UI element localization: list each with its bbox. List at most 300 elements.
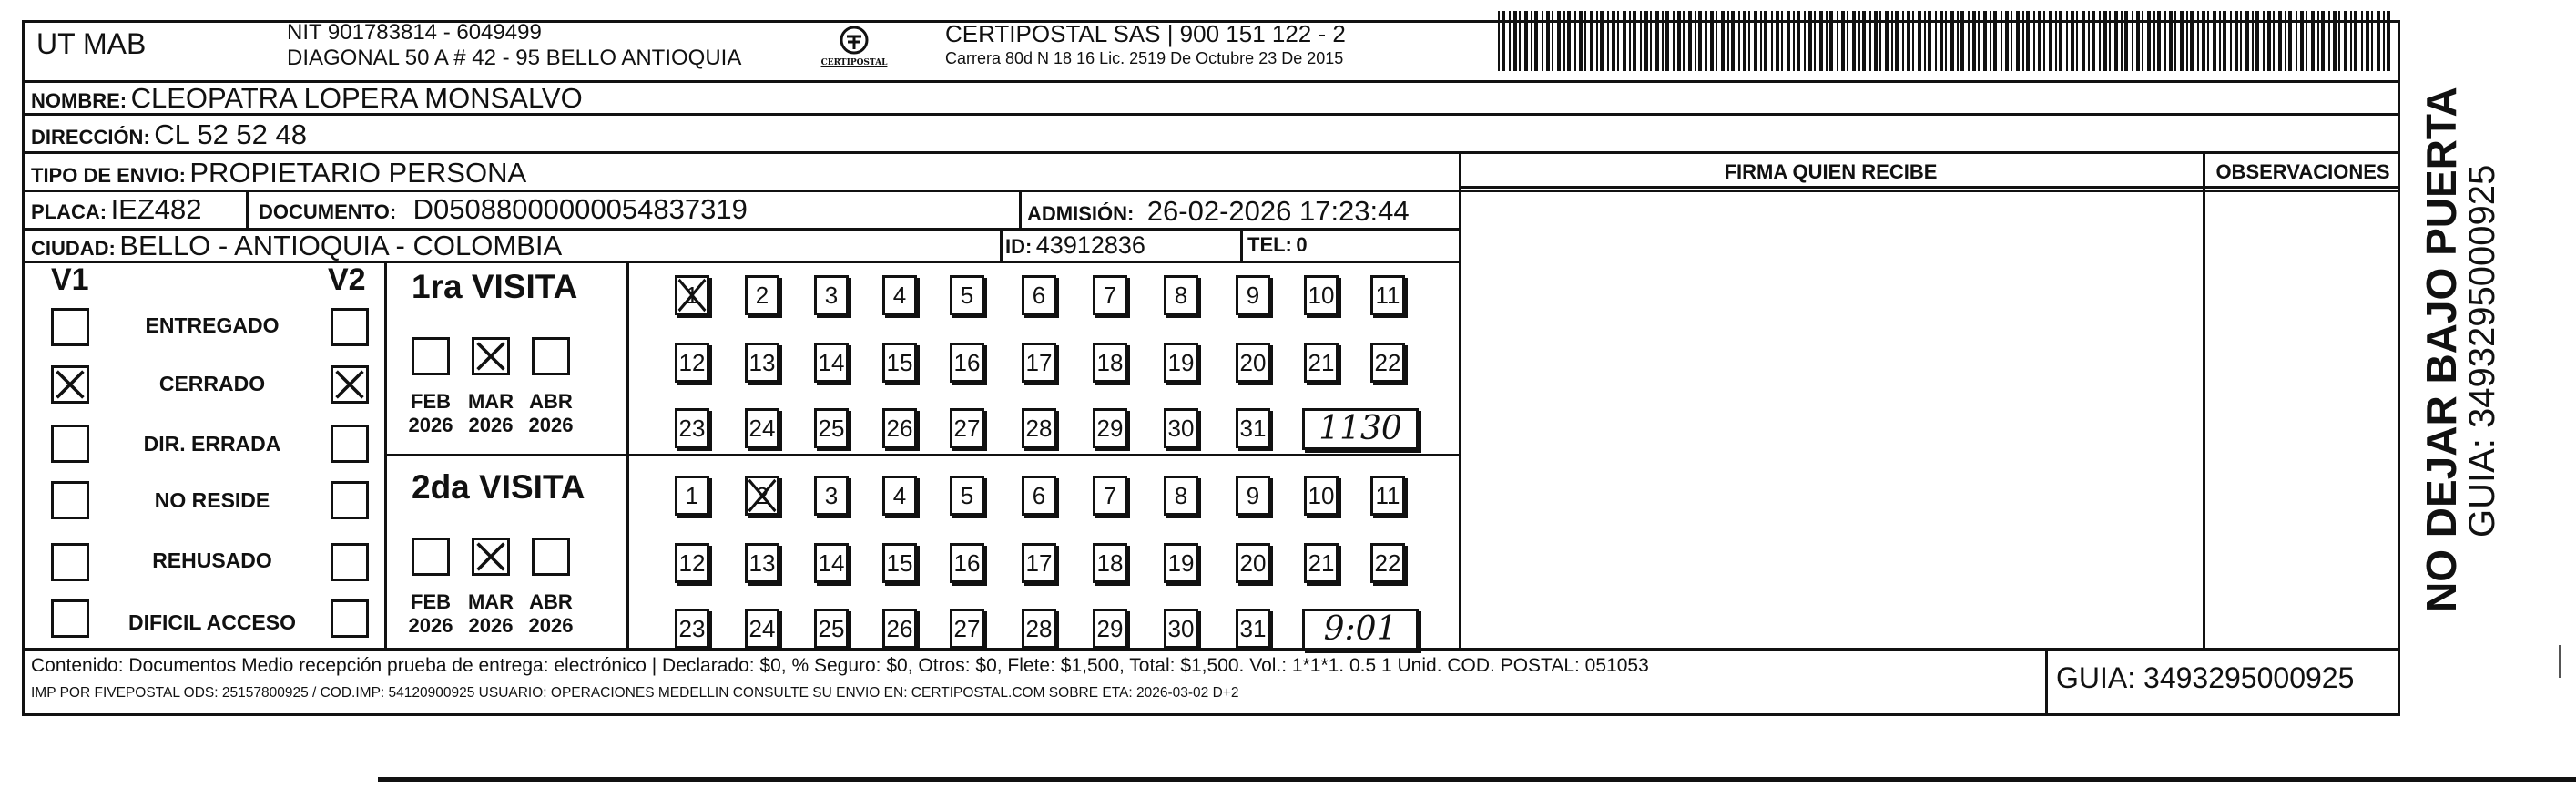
visit-month-label xyxy=(463,590,518,638)
barcode-bar xyxy=(1727,11,1729,71)
handwritten-time-box[interactable] xyxy=(1302,609,1419,651)
barcode-bar xyxy=(2147,11,2151,71)
barcode-bar xyxy=(2190,11,2194,71)
tel-value: 0 xyxy=(1296,233,1308,256)
barcode-bar xyxy=(1623,11,1626,71)
barcode-bar xyxy=(2240,11,2242,71)
barcode-bar xyxy=(1662,11,1664,71)
barcode-bar xyxy=(1797,11,1800,71)
visit-day-box[interactable] xyxy=(1093,476,1127,516)
visit-month-checkbox[interactable] xyxy=(412,538,450,576)
month-year: 2026 xyxy=(408,414,453,436)
rule-direccion xyxy=(22,151,2400,154)
day-number: 1 xyxy=(685,282,699,309)
barcode-bar xyxy=(1968,11,1970,71)
day-number: 28 xyxy=(1025,415,1053,442)
barcode-bar xyxy=(1993,11,1997,71)
visit-day-box[interactable] xyxy=(1164,609,1198,649)
barcode-bar xyxy=(1695,11,1696,71)
direccion-row xyxy=(31,118,307,151)
rule-obs-left xyxy=(2203,151,2205,648)
visit-day-box[interactable] xyxy=(675,343,709,383)
barcode xyxy=(1496,11,2398,71)
status-v1-checkbox[interactable] xyxy=(51,481,89,519)
visit-day-box[interactable] xyxy=(882,476,917,516)
barcode-bar xyxy=(2252,11,2254,71)
visit-day-box[interactable] xyxy=(1304,275,1339,315)
visit-day-box[interactable] xyxy=(1370,343,1405,383)
barcode-bar xyxy=(2278,11,2282,71)
barcode-bar xyxy=(1978,11,1980,71)
barcode-bar xyxy=(2285,11,2286,71)
side-guia-number: GUIA: 3493295000925 xyxy=(2462,164,2502,538)
barcode-bar xyxy=(1787,11,1790,71)
visit-day-box[interactable] xyxy=(1164,343,1198,383)
barcode-bar xyxy=(2197,11,2199,71)
visit-month-label xyxy=(463,390,518,437)
visit-day-box[interactable] xyxy=(675,543,709,583)
barcode-bar xyxy=(2223,11,2226,71)
visit-day-box[interactable] xyxy=(1093,408,1127,448)
barcode-bar xyxy=(2076,11,2078,71)
status-v1-checkbox[interactable] xyxy=(51,308,89,346)
status-v1-checkbox[interactable] xyxy=(51,425,89,463)
barcode-bar xyxy=(2213,11,2216,71)
visit-day-box[interactable] xyxy=(950,609,984,649)
month-name: FEB xyxy=(411,390,451,413)
barcode-bar xyxy=(1665,11,1669,71)
barcode-bar xyxy=(1760,11,1762,71)
month-name: ABR xyxy=(529,590,573,613)
barcode-bar xyxy=(2136,11,2140,71)
barcode-bar xyxy=(2180,11,2184,71)
logo-caption: CERTIPOSTAL xyxy=(820,58,888,67)
barcode-bar xyxy=(2207,11,2209,71)
status-v1-checkbox[interactable] xyxy=(51,543,89,581)
status-label: ENTREGADO xyxy=(145,313,280,337)
visit-day-box[interactable] xyxy=(1093,275,1127,315)
day-number: 2 xyxy=(755,482,769,509)
barcode-bar xyxy=(1584,11,1586,71)
day-number: 21 xyxy=(1308,549,1335,577)
status-v2-checkbox[interactable] xyxy=(331,425,369,463)
barcode-bar xyxy=(2202,11,2205,71)
day-number: 19 xyxy=(1167,349,1195,376)
barcode-bar xyxy=(1546,11,1550,71)
visit-day-box[interactable] xyxy=(1022,543,1056,583)
day-number: 9 xyxy=(1246,482,1260,509)
status-v1-checkbox[interactable] xyxy=(51,365,89,404)
status-label: REHUSADO xyxy=(152,548,272,572)
day-number: 7 xyxy=(1103,282,1117,309)
barcode-bar xyxy=(2219,11,2221,71)
barcode-bar xyxy=(1940,11,1943,71)
day-number: 1 xyxy=(685,482,699,509)
status-v2-checkbox[interactable] xyxy=(331,365,369,404)
barcode-bar xyxy=(1590,11,1593,71)
day-number: 25 xyxy=(818,415,845,442)
day-number: 30 xyxy=(1167,615,1195,642)
barcode-bar xyxy=(2186,11,2188,71)
status-v2-checkbox[interactable] xyxy=(331,543,369,581)
visit-day-box[interactable] xyxy=(745,476,779,516)
barcode-bar xyxy=(1509,11,1511,71)
barcode-bar xyxy=(1885,11,1889,71)
visit-day-box[interactable] xyxy=(1236,609,1270,649)
visit-day-box[interactable] xyxy=(814,476,849,516)
barcode-bar xyxy=(1655,11,1659,71)
barcode-bar xyxy=(1983,11,1987,71)
barcode-bar xyxy=(1557,11,1561,71)
barcode-bar xyxy=(1869,11,1871,71)
rule-firma-left xyxy=(1459,151,1461,648)
day-number: 3 xyxy=(824,282,839,309)
barcode-bar xyxy=(1826,11,1828,71)
day-number: 11 xyxy=(1375,482,1400,509)
barcode-bar xyxy=(1705,11,1707,71)
visit-day-box[interactable] xyxy=(950,408,984,448)
visit-day-box[interactable] xyxy=(1022,343,1056,383)
visit-month-label xyxy=(524,590,578,638)
visit-month-checkbox[interactable] xyxy=(412,337,450,375)
barcode-bar xyxy=(1498,11,1500,71)
documento-row xyxy=(259,193,748,226)
barcode-bar xyxy=(2071,11,2074,71)
day-number: 25 xyxy=(818,615,845,642)
barcode-bar xyxy=(2157,11,2161,71)
tipo-envio-value: PROPIETARIO PERSONA xyxy=(189,157,527,189)
day-number: 26 xyxy=(886,415,913,442)
barcode-bar xyxy=(2354,11,2357,71)
rule-visit-split xyxy=(384,454,1459,456)
barcode-bar xyxy=(2235,11,2238,71)
nombre-label: NOMBRE: xyxy=(31,89,127,112)
barcode-bar xyxy=(1629,11,1631,71)
barcode-bar xyxy=(1808,11,1812,71)
barcode-bar xyxy=(1960,11,1964,71)
visit-day-box[interactable] xyxy=(814,609,849,649)
certipostal-logo-icon xyxy=(820,24,889,78)
visit-day-box[interactable] xyxy=(950,543,984,583)
id-label: ID: xyxy=(1005,235,1033,258)
visit-day-box[interactable] xyxy=(1164,543,1198,583)
placa-value: IEZ482 xyxy=(110,193,202,225)
day-number: 30 xyxy=(1167,415,1195,442)
firma-quien-recibe-label: FIRMA QUIEN RECIBE xyxy=(1724,160,1938,183)
visit-day-box[interactable] xyxy=(1022,609,1056,649)
rule-admision-split xyxy=(1019,190,1022,228)
visit-month-label xyxy=(524,390,578,437)
company-short-name: UT MAB xyxy=(36,27,147,60)
day-number: 31 xyxy=(1239,415,1267,442)
visit-day-box[interactable] xyxy=(1093,343,1127,383)
visit-day-box[interactable] xyxy=(1164,275,1198,315)
barcode-bar xyxy=(2114,11,2118,71)
visit-day-box[interactable] xyxy=(745,343,779,383)
barcode-bar xyxy=(1748,11,1750,71)
handwritten-time: 1130 xyxy=(1319,410,1402,447)
rule-guia-box-left xyxy=(2045,648,2048,716)
visit-day-box[interactable] xyxy=(1022,476,1056,516)
barcode-bar xyxy=(1841,11,1845,71)
barcode-bar xyxy=(1519,11,1521,71)
barcode-bar xyxy=(1874,11,1878,71)
barcode-bar xyxy=(1743,11,1746,71)
barcode-bar xyxy=(1721,11,1725,71)
visit-day-box[interactable] xyxy=(1304,543,1339,583)
barcode-bar xyxy=(1891,11,1893,71)
visit-day-box[interactable] xyxy=(814,408,849,448)
day-number: 29 xyxy=(1096,615,1124,642)
rule-placa-split xyxy=(246,190,249,228)
visit-day-box[interactable] xyxy=(882,343,917,383)
v2-label: V2 xyxy=(328,262,366,297)
visit-day-box[interactable] xyxy=(745,275,779,315)
barcode-bar xyxy=(1945,11,1947,71)
visit-day-box[interactable] xyxy=(1164,408,1198,448)
id-value: 43912836 xyxy=(1035,231,1145,259)
bottom-edge-line xyxy=(378,777,2576,782)
barcode-bar xyxy=(2001,11,2002,71)
status-v2-checkbox[interactable] xyxy=(331,308,369,346)
visit-month-label xyxy=(403,390,458,437)
barcode-bar xyxy=(1819,11,1823,71)
visit-day-box[interactable] xyxy=(1304,343,1339,383)
visit-day-box[interactable] xyxy=(1093,609,1127,649)
day-number: 16 xyxy=(953,349,981,376)
day-number: 2 xyxy=(755,282,769,309)
visit-day-box[interactable] xyxy=(1236,476,1270,516)
visit-day-box[interactable] xyxy=(950,343,984,383)
month-name: FEB xyxy=(411,590,451,613)
tipo-envio-row xyxy=(31,157,526,190)
barcode-bar xyxy=(1862,11,1866,71)
visit-day-box[interactable] xyxy=(675,609,709,649)
admision-value: 26-02-2026 17:23:44 xyxy=(1146,195,1410,227)
barcode-bar xyxy=(1513,11,1517,71)
barcode-bar xyxy=(2245,11,2249,71)
visit-day-box[interactable] xyxy=(1236,343,1270,383)
barcode-bar xyxy=(1698,11,1702,71)
barcode-bar xyxy=(1673,11,1675,71)
barcode-bar xyxy=(1542,11,1543,71)
day-number: 5 xyxy=(960,282,974,309)
month-name: MAR xyxy=(467,590,514,613)
rule-id-split xyxy=(1000,228,1003,261)
month-year: 2026 xyxy=(528,414,574,436)
barcode-bar xyxy=(1912,11,1914,71)
barcode-bar xyxy=(2321,11,2325,71)
visit-day-box[interactable] xyxy=(1304,476,1339,516)
visit-month-checkbox[interactable] xyxy=(472,538,510,576)
day-number: 15 xyxy=(886,549,913,577)
barcode-bar xyxy=(1852,11,1856,71)
barcode-bar xyxy=(2066,11,2068,71)
day-number: 14 xyxy=(818,549,845,577)
visit-day-box[interactable] xyxy=(1164,476,1198,516)
barcode-bar xyxy=(2288,11,2292,71)
barcode-bar xyxy=(1607,11,1609,71)
visit-day-box[interactable] xyxy=(1370,275,1405,315)
certipostal-line1: CERTIPOSTAL SAS | 900 151 122 - 2 xyxy=(945,20,1346,47)
day-number: 7 xyxy=(1103,482,1117,509)
barcode-bar xyxy=(1754,11,1757,71)
visit-day-box[interactable] xyxy=(882,408,917,448)
visit-day-box[interactable] xyxy=(1022,275,1056,315)
barcode-bar xyxy=(2082,11,2085,71)
visit-day-box[interactable] xyxy=(745,609,779,649)
visit-day-box[interactable] xyxy=(814,543,849,583)
barcode-bar xyxy=(2328,11,2330,71)
visit-day-box[interactable] xyxy=(814,275,849,315)
barcode-bar xyxy=(1924,11,1926,71)
barcode-bar xyxy=(2088,11,2090,71)
barcode-bar xyxy=(2255,11,2259,71)
barcode-bar xyxy=(2164,11,2166,71)
barcode-bar xyxy=(2043,11,2045,71)
tel-row xyxy=(1247,233,1308,257)
barcode-bar xyxy=(2230,11,2232,71)
barcode-bar xyxy=(1793,11,1795,71)
day-number: 10 xyxy=(1308,282,1335,309)
barcode-bar xyxy=(1640,11,1642,71)
barcode-bar xyxy=(1771,11,1773,71)
visit-day-box[interactable] xyxy=(814,343,849,383)
day-number: 14 xyxy=(818,349,845,376)
rule-tel-split xyxy=(1240,228,1243,261)
visit-day-box[interactable] xyxy=(1370,543,1405,583)
id-row xyxy=(1005,231,1145,260)
day-number: 20 xyxy=(1239,349,1267,376)
company-address: DIAGONAL 50 A # 42 - 95 BELLO ANTIOQUIA xyxy=(287,46,742,70)
barcode-bar xyxy=(2059,11,2062,71)
barcode-bar xyxy=(2055,11,2057,71)
day-number: 23 xyxy=(678,415,706,442)
status-label: DIR. ERRADA xyxy=(143,432,281,456)
barcode-bar xyxy=(2142,11,2143,71)
day-number: 19 xyxy=(1167,549,1195,577)
barcode-bar xyxy=(1879,11,1881,71)
placa-label: PLACA: xyxy=(31,200,107,223)
visit-day-box[interactable] xyxy=(675,275,709,315)
barcode-bar xyxy=(2377,11,2380,71)
barcode-bar xyxy=(1574,11,1576,71)
visit-month-checkbox[interactable] xyxy=(532,337,570,375)
barcode-bar xyxy=(1895,11,1899,71)
tipo-envio-label: TIPO DE ENVIO: xyxy=(31,164,186,187)
rule-firma-sub xyxy=(1459,186,2400,189)
barcode-bar xyxy=(1567,11,1571,71)
barcode-bar xyxy=(1957,11,1959,71)
visit-day-box[interactable] xyxy=(675,476,709,516)
visit-day-box[interactable] xyxy=(1236,408,1270,448)
nombre-row xyxy=(31,82,583,115)
visit-day-box[interactable] xyxy=(745,543,779,583)
barcode-bar xyxy=(1617,11,1619,71)
barcode-bar xyxy=(2383,11,2385,71)
visit-day-box[interactable] xyxy=(882,275,917,315)
month-year: 2026 xyxy=(408,614,453,637)
handwritten-time-box[interactable] xyxy=(1302,408,1419,450)
day-number: 6 xyxy=(1032,482,1046,509)
visit-day-box[interactable] xyxy=(1236,275,1270,315)
month-year: 2026 xyxy=(528,614,574,637)
visit-day-box[interactable] xyxy=(1236,543,1270,583)
barcode-bar xyxy=(1531,11,1532,71)
status-v2-checkbox[interactable] xyxy=(331,599,369,638)
day-number: 3 xyxy=(824,482,839,509)
visit-day-box[interactable] xyxy=(1093,543,1127,583)
day-number: 18 xyxy=(1096,549,1124,577)
visit-day-box[interactable] xyxy=(882,543,917,583)
barcode-bar xyxy=(1612,11,1615,71)
barcode-bar xyxy=(1710,11,1714,71)
month-year: 2026 xyxy=(468,614,514,637)
barcode-bar xyxy=(2092,11,2095,71)
visit-month-checkbox[interactable] xyxy=(532,538,570,576)
barcode-bar xyxy=(1847,11,1848,71)
certipostal-logo xyxy=(820,24,889,78)
day-number: 4 xyxy=(892,482,907,509)
barcode-bar xyxy=(1644,11,1648,71)
day-number: 27 xyxy=(953,415,981,442)
tel-label: TEL: xyxy=(1247,233,1292,256)
visit-month-checkbox[interactable] xyxy=(472,337,510,375)
visit-day-box[interactable] xyxy=(950,476,984,516)
status-v1-checkbox[interactable] xyxy=(51,599,89,638)
barcode-bar xyxy=(1738,11,1740,71)
direccion-label: DIRECCIÓN: xyxy=(31,126,150,149)
visit-day-box[interactable] xyxy=(950,275,984,315)
day-number: 9 xyxy=(1246,282,1260,309)
barcode-bar xyxy=(2387,11,2390,71)
day-number: 16 xyxy=(953,549,981,577)
visit-day-box[interactable] xyxy=(1370,476,1405,516)
visit-day-box[interactable] xyxy=(1022,408,1056,448)
day-number: 24 xyxy=(748,415,776,442)
admision-label: ADMISIÓN: xyxy=(1027,202,1135,225)
barcode-bar xyxy=(1683,11,1685,71)
status-v2-checkbox[interactable] xyxy=(331,481,369,519)
status-label: CERRADO xyxy=(158,372,266,395)
day-number: 31 xyxy=(1239,615,1267,642)
imp-line: IMP POR FIVEPOSTAL ODS: 25157800925 / COD.IMP: 54120900925 USUARIO: OPERACIONES MEDELLIN CONSULTE SU ENVIO EN: CERTIPOSTAL.COM SOBRE ETA: 2026-03-02 D+2 xyxy=(31,685,1239,701)
barcode-bar xyxy=(1552,11,1553,71)
visit-day-box[interactable] xyxy=(882,609,917,649)
barcode-bar xyxy=(1814,11,1816,71)
contenido-line: Contenido: Documentos Medio recepción prueba de entrega: electrónico | Declarado: $0, % Seguro: $0, Otros: $0, Flete: $1,500, Total: $1,500. Vol.: 1*1*1. 0.5 1 Unid. COD. POSTAL: 051053 xyxy=(31,655,1649,676)
barcode-bar xyxy=(2022,11,2024,71)
barcode-bar xyxy=(1837,11,1838,71)
barcode-bar xyxy=(2263,11,2265,71)
barcode-bar xyxy=(1918,11,1921,71)
day-number: 20 xyxy=(1239,549,1267,577)
barcode-bar xyxy=(1858,11,1860,71)
barcode-bar xyxy=(1781,11,1783,71)
barcode-bar xyxy=(2361,11,2363,71)
barcode-bar xyxy=(2121,11,2123,71)
day-number: 27 xyxy=(953,615,981,642)
barcode-bar xyxy=(1990,11,1991,71)
visit-day-box[interactable] xyxy=(745,408,779,448)
day-number: 13 xyxy=(748,549,776,577)
barcode-bar xyxy=(2366,11,2369,71)
day-number: 17 xyxy=(1025,549,1053,577)
visit-day-box[interactable] xyxy=(675,408,709,448)
barcode-bar xyxy=(2174,11,2176,71)
barcode-bar xyxy=(1764,11,1767,71)
guia-footer-box: GUIA: 3493295000925 xyxy=(2056,661,2355,694)
